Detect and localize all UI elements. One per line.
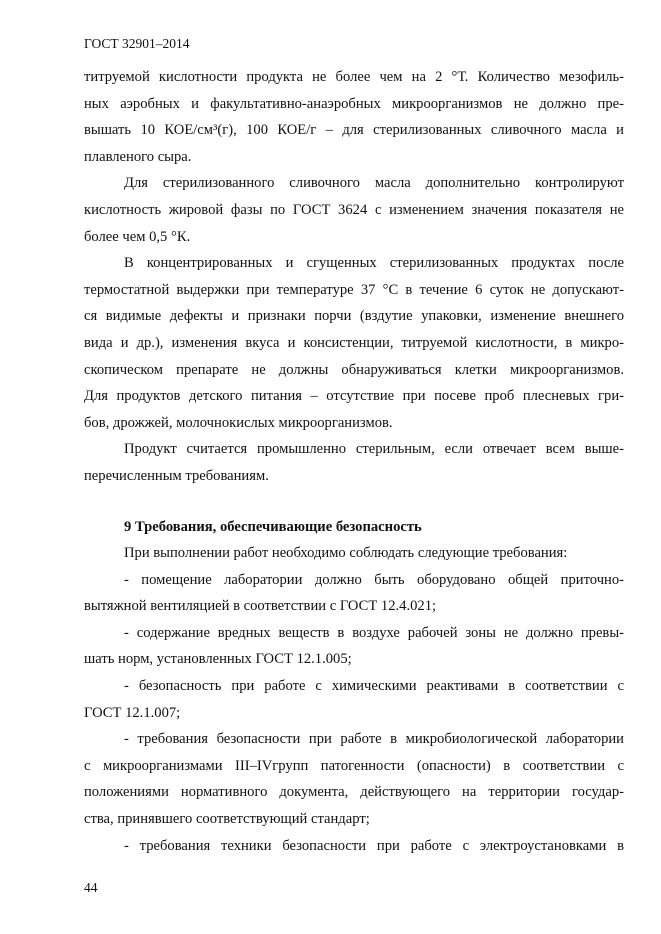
paragraph-thermostat-test: [84, 250, 624, 436]
requirement-item: [84, 673, 624, 726]
text-line: положениями нормативного документа, действующего на территории государ-: [84, 784, 624, 801]
text-line: Для продуктов детского питания – отсутствие при посеве проб плесневых гри-: [84, 388, 624, 405]
text-line: ства, принявшего соответствующий стандарт;: [84, 811, 370, 828]
text-line: В концентрированных и сгущенных стерилизованных продуктах после: [124, 255, 624, 272]
requirement-item: [84, 726, 624, 832]
text-line: - безопасность при работе с химическими реактивами в соответствии с: [124, 678, 624, 695]
text-line: - требования техники безопасности при работе с электроустановками в: [124, 837, 624, 854]
text-line: шать норм, установленных ГОСТ 12.1.005;: [84, 651, 352, 668]
paragraph-fat-acidity: [84, 170, 624, 250]
text-line: кислотность жировой фазы по ГОСТ 3624 с изменением значения показателя не: [84, 201, 624, 218]
text-line: перечисленным требованиям.: [84, 467, 269, 484]
text-line: ГОСТ 12.1.007;: [84, 704, 181, 721]
document-body: [84, 64, 624, 859]
text-line: термостатной выдержки при температуре 37 °С в течение 6 суток не допускают-: [84, 281, 624, 298]
section-intro: При выполнении работ необходимо соблюдать следующие требования:: [124, 545, 568, 562]
text-line: - помещение лаборатории должно быть оборудовано общей приточно-: [124, 571, 624, 588]
text-line: ся видимые дефекты и признаки порчи (вздутие упаковки, изменение внешнего: [84, 308, 624, 325]
text-line: с микроорганизмами III–IVгрупп патогенности (опасности) в соответствии с: [84, 757, 624, 774]
text-line: бов, дрожжей, молочнокислых микроорганизмов.: [84, 414, 393, 431]
paragraph-continued: [84, 64, 624, 170]
text-line: ных аэробных и факультативно-анаэробных микроорганизмов не должно пре-: [84, 95, 624, 112]
requirement-item: [84, 833, 624, 860]
text-line: - содержание вредных веществ в воздухе рабочей зоны не должно превы-: [124, 624, 624, 641]
document-standard-number: ГОСТ 32901–2014: [84, 36, 190, 51]
text-line: более чем 0,5 °К.: [84, 228, 191, 245]
text-line: - требования безопасности при работе в микробиологической лаборатории: [124, 731, 624, 748]
page-number: 44: [84, 880, 98, 895]
text-line: Для стерилизованного сливочного масла дополнительно контролируют: [124, 175, 624, 192]
paragraph-sterility-conclusion: [84, 436, 624, 489]
text-line: вида и др.), изменения вкуса и консистенции, титруемой кислотности, в микро-: [84, 334, 624, 351]
text-line: титруемой кислотности продукта не более чем на 2 °Т. Количество мезофиль-: [84, 69, 624, 85]
text-line: плавленого сыра.: [84, 148, 192, 165]
text-line: скопическом препарате не должны обнаруживаться клетки микроорганизмов.: [84, 361, 624, 378]
text-line: Продукт считается промышленно стерильным, если отвечает всем выше-: [124, 441, 624, 458]
requirement-item: [84, 620, 624, 673]
section-heading: 9 Требования, обеспечивающие безопасность: [124, 518, 422, 535]
requirement-item: [84, 567, 624, 620]
text-line: вытяжной вентиляцией в соответствии с ГОСТ 12.4.021;: [84, 598, 437, 615]
text-line: вышать 10 КОЕ/см³(г), 100 КОЕ/г – для стерилизованных сливочного масла и: [84, 122, 624, 139]
